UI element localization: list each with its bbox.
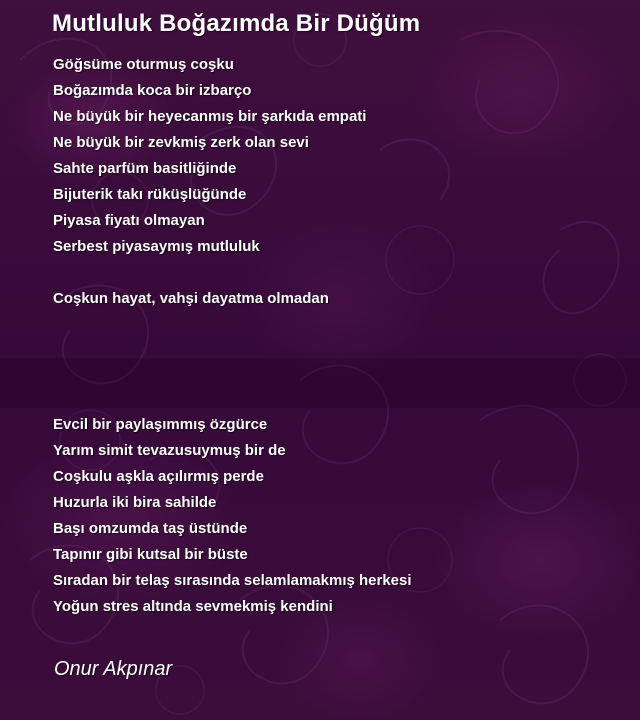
poem-line: Ne büyük bir heyecanmış bir şarkıda empati bbox=[53, 108, 367, 125]
poem-line: Ne büyük bir zevkmiş zerk olan sevi bbox=[53, 134, 309, 151]
poem-line: Boğazımda koca bir izbarço bbox=[53, 82, 252, 99]
poem-line: Bijuterik takı rüküşlüğünde bbox=[53, 186, 247, 203]
poem-line: Yoğun stres altında sevmekmiş kendini bbox=[53, 598, 333, 615]
poem-line: Huzurla iki bira sahilde bbox=[53, 494, 217, 511]
poem-line: Tapınır gibi kutsal bir büste bbox=[53, 546, 248, 563]
poem-line: Başı omzumda taş üstünde bbox=[53, 520, 248, 537]
stanza-3 bbox=[53, 412, 412, 620]
background-band bbox=[0, 358, 640, 408]
poem-line: Yarım simit tevazusuymuş bir de bbox=[53, 442, 286, 459]
poem-line: Serbest piyasaymış mutluluk bbox=[53, 238, 260, 255]
poem-line: Coşkulu aşkla açılırmış perde bbox=[53, 468, 264, 485]
poem-line: Piyasa fiyatı olmayan bbox=[53, 212, 205, 229]
poem-line: Sahte parfüm basitliğinde bbox=[53, 160, 237, 177]
poem-line: Göğsüme oturmuş coşku bbox=[53, 56, 234, 73]
poem-line: Coşkun hayat, vahşi dayatma olmadan bbox=[53, 290, 329, 307]
poem-line: Evcil bir paylaşımmış özgürce bbox=[53, 416, 268, 433]
stanza-1 bbox=[53, 52, 366, 260]
poem-line: Sıradan bir telaş sırasında selamlamakmış herkesi bbox=[53, 572, 412, 589]
stanza-2 bbox=[53, 286, 329, 312]
poem-title: Mutluluk Boğazımda Bir Düğüm bbox=[52, 10, 421, 37]
poem-author: Onur Akpınar bbox=[54, 658, 173, 680]
